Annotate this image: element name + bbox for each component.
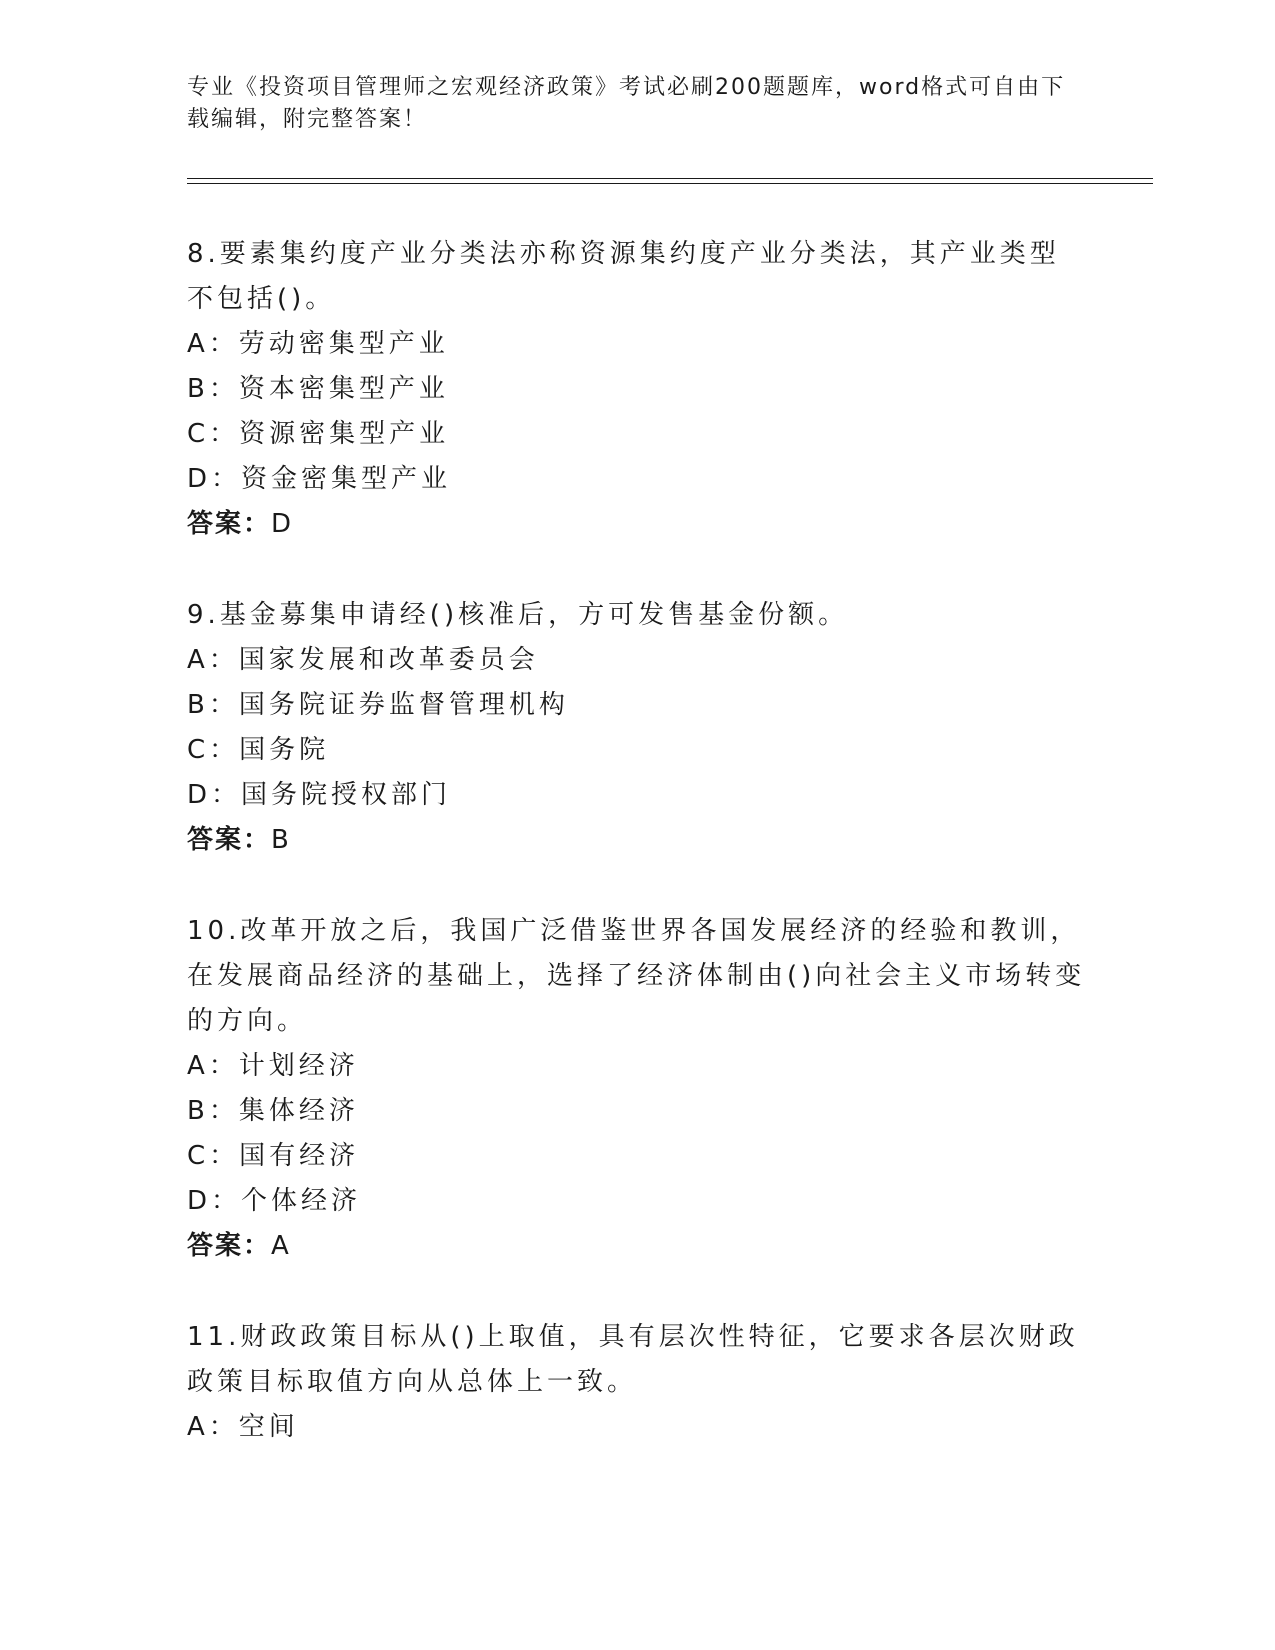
answer-label: 答案： bbox=[187, 1231, 272, 1261]
option-c: C：国务院 bbox=[187, 735, 330, 765]
option-a: A：空间 bbox=[187, 1412, 299, 1442]
option-c: C：资源密集型产业 bbox=[187, 419, 450, 449]
option-b: B：资本密集型产业 bbox=[187, 374, 449, 404]
answer-line bbox=[187, 1224, 1087, 1269]
question-11 bbox=[187, 1315, 1087, 1450]
answer-value: B bbox=[271, 825, 291, 855]
question-8 bbox=[187, 232, 1087, 547]
option-a: A：国家发展和改革委员会 bbox=[187, 645, 539, 675]
question-stem: 9.基金募集申请经()核准后，方可发售基金份额。 bbox=[187, 600, 849, 630]
option-d: D：国务院授权部门 bbox=[187, 780, 452, 810]
question-10 bbox=[187, 909, 1087, 1269]
answer-line bbox=[187, 818, 1087, 863]
question-9 bbox=[187, 593, 1087, 863]
option-a: A：计划经济 bbox=[187, 1051, 359, 1081]
option-b: B：国务院证券监督管理机构 bbox=[187, 690, 569, 720]
option-d: D：个体经济 bbox=[187, 1186, 362, 1216]
answer-line bbox=[187, 502, 1087, 547]
option-d: D：资金密集型产业 bbox=[187, 464, 452, 494]
question-stem: 8.要素集约度产业分类法亦称资源集约度产业分类法，其产业类型不包括()。 bbox=[187, 239, 1060, 314]
header-rule-bottom bbox=[187, 183, 1153, 184]
header-rule-top bbox=[187, 178, 1153, 179]
document-header: 专业《投资项目管理师之宏观经济政策》考试必刷200题题库，word格式可自由下载编辑，附完整答案！ bbox=[187, 75, 1066, 132]
question-stem: 10.改革开放之后，我国广泛借鉴世界各国发展经济的经验和教训，在发展商品经济的基础上，选择了经济体制由()向社会主义市场转变的方向。 bbox=[187, 916, 1086, 1036]
answer-label: 答案： bbox=[187, 509, 272, 539]
question-stem: 11.财政政策目标从()上取值，具有层次性特征，它要求各层次财政政策目标取值方向从总体上一致。 bbox=[187, 1322, 1079, 1397]
question-list bbox=[187, 232, 1087, 1496]
answer-value: D bbox=[271, 509, 294, 539]
answer-value: A bbox=[271, 1231, 291, 1261]
option-c: C：国有经济 bbox=[187, 1141, 360, 1171]
option-a: A：劳动密集型产业 bbox=[187, 329, 449, 359]
answer-label: 答案： bbox=[187, 825, 272, 855]
option-b: B：集体经济 bbox=[187, 1096, 359, 1126]
